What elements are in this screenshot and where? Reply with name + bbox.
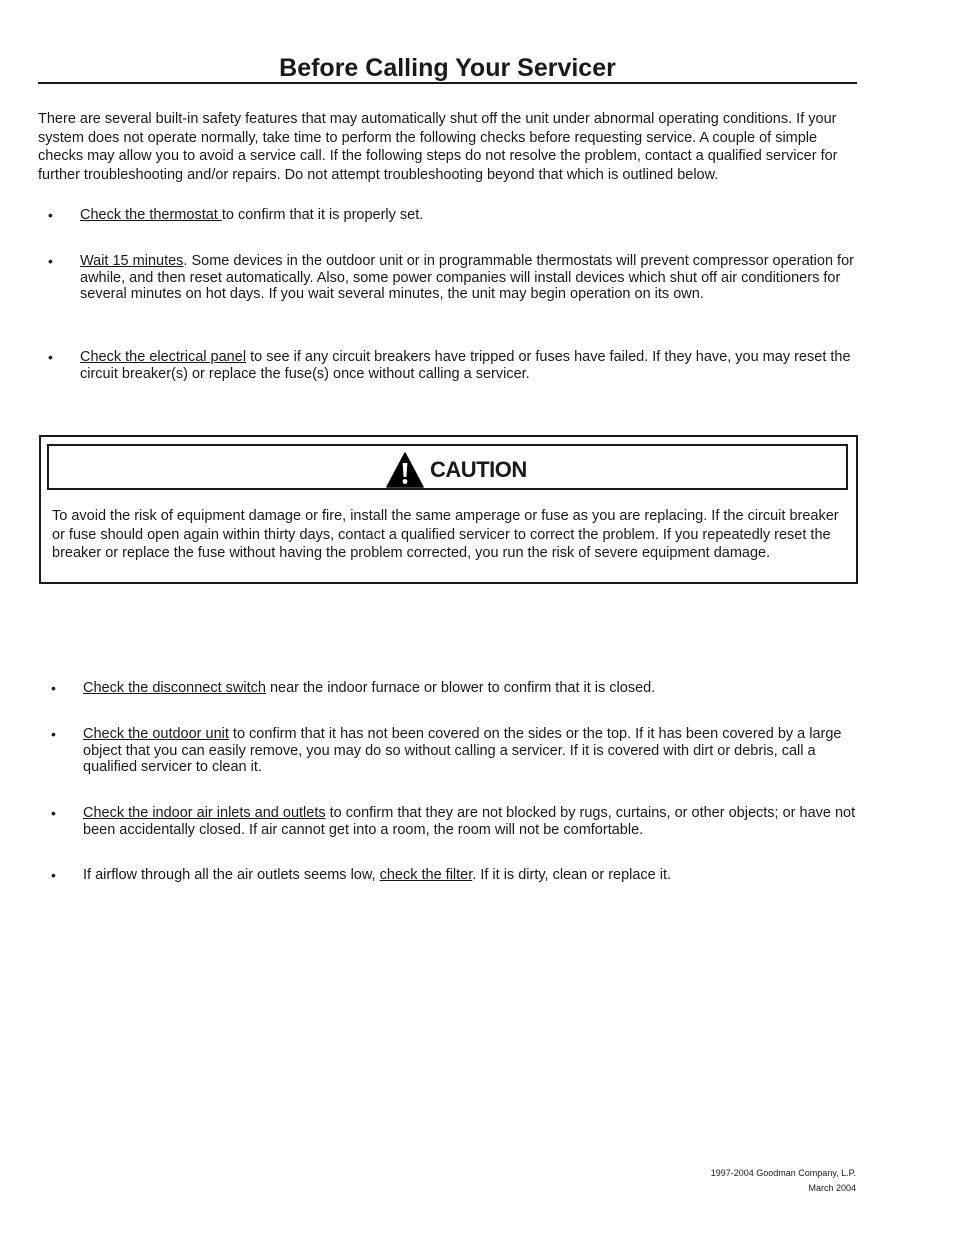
page-title: Before Calling Your Servicer bbox=[279, 54, 616, 82]
list-item-check-filter bbox=[83, 867, 858, 884]
warning-triangle-icon bbox=[386, 452, 424, 488]
caution-box bbox=[39, 435, 858, 584]
check-electrical-panel-label: Check the electrical panel bbox=[80, 349, 247, 365]
list-item-check-disconnect-switch bbox=[83, 680, 858, 697]
list-item-check-outdoor-unit bbox=[83, 726, 858, 776]
bullet: • bbox=[48, 349, 53, 365]
item-text: . If it is dirty, clean or replace it. bbox=[472, 867, 672, 883]
intro-paragraph: There are several built-in safety features that may automatically shut off the unit under abnormal operating conditions. If your system does not operate normally, take time to perform the following checks before requesting service. A couple of simple checks may allow you to avoid a service call. If the following steps do not resolve the problem, contact a qualified servicer for further troubleshooting and/or repairs. Do not attempt troubleshooting beyond that which is outlined below. bbox=[38, 111, 838, 183]
item-text: to confirm that it is properly set. bbox=[221, 207, 424, 223]
caution-header bbox=[47, 444, 848, 490]
check-disconnect-switch-label: Check the disconnect switch bbox=[83, 680, 266, 696]
bullet: • bbox=[51, 726, 56, 742]
check-thermostat-label: Check the thermostat bbox=[80, 207, 222, 223]
copyright-text: 1997-2004 Goodman Company, L.P. bbox=[710, 1168, 856, 1178]
title-underline bbox=[38, 82, 857, 84]
item-text: to confirm that it has not been covered on the sides or the top. If it has been covered by a large object that you can easily remove, you may do so without calling a servicer. If it is covered with dirt or debris, call a qualified servicer to clean it. bbox=[83, 726, 842, 776]
item-text: to confirm that they are not blocked by rugs, curtains, or other objects; or have not been accidentally closed. If air cannot get into a room, the room will not be comfortable. bbox=[83, 805, 856, 838]
bullet: • bbox=[48, 207, 53, 223]
bullet: • bbox=[48, 253, 53, 269]
item-text-pre: If airflow through all the air outlets seems low, bbox=[83, 867, 380, 883]
wait-15-minutes-label: Wait 15 minutes bbox=[80, 253, 184, 269]
date-text: March 2004 bbox=[808, 1183, 856, 1193]
check-outdoor-unit-label: Check the outdoor unit bbox=[83, 726, 229, 742]
bullet: • bbox=[51, 867, 56, 883]
bullet: • bbox=[51, 805, 56, 821]
caution-text: To avoid the risk of equipment damage or fire, install the same amperage or fuse as you are replacing. If the circuit breaker or fuse should open again within thirty days, contact a qualified servicer to correct the problem. If you repeatedly reset the breaker or replace the fuse without having the problem corrected, you run the risk of severe equipment damage. bbox=[52, 508, 839, 562]
footer bbox=[711, 1166, 856, 1196]
caution-heading bbox=[386, 452, 527, 488]
item-text: to see if any circuit breakers have tripped or fuses have failed. If they have, you may reset the circuit breaker(s) or replace the fuse(s) once without calling a servicer. bbox=[80, 349, 851, 382]
check-air-inlets-outlets-label: Check the indoor air inlets and outlets bbox=[83, 805, 326, 821]
item-text: near the indoor furnace or blower to confirm that it is closed. bbox=[265, 680, 656, 696]
list-item-check-thermostat bbox=[80, 207, 860, 224]
bullet: • bbox=[51, 680, 56, 696]
item-text: . Some devices in the outdoor unit or in programmable thermostats will prevent compressor operation for awhile, and then reset automatically. Also, some power companies will install devices which shut off air conditioners for several minutes on hot days. If you wait several minutes, the unit may begin operation on its own. bbox=[80, 253, 854, 303]
list-item-wait-15-minutes bbox=[80, 253, 858, 303]
caution-label: CAUTION bbox=[430, 457, 527, 482]
check-filter-label: check the filter bbox=[379, 867, 473, 883]
list-item-check-electrical-panel bbox=[80, 349, 860, 382]
list-item-check-air-inlets-outlets bbox=[83, 805, 858, 838]
